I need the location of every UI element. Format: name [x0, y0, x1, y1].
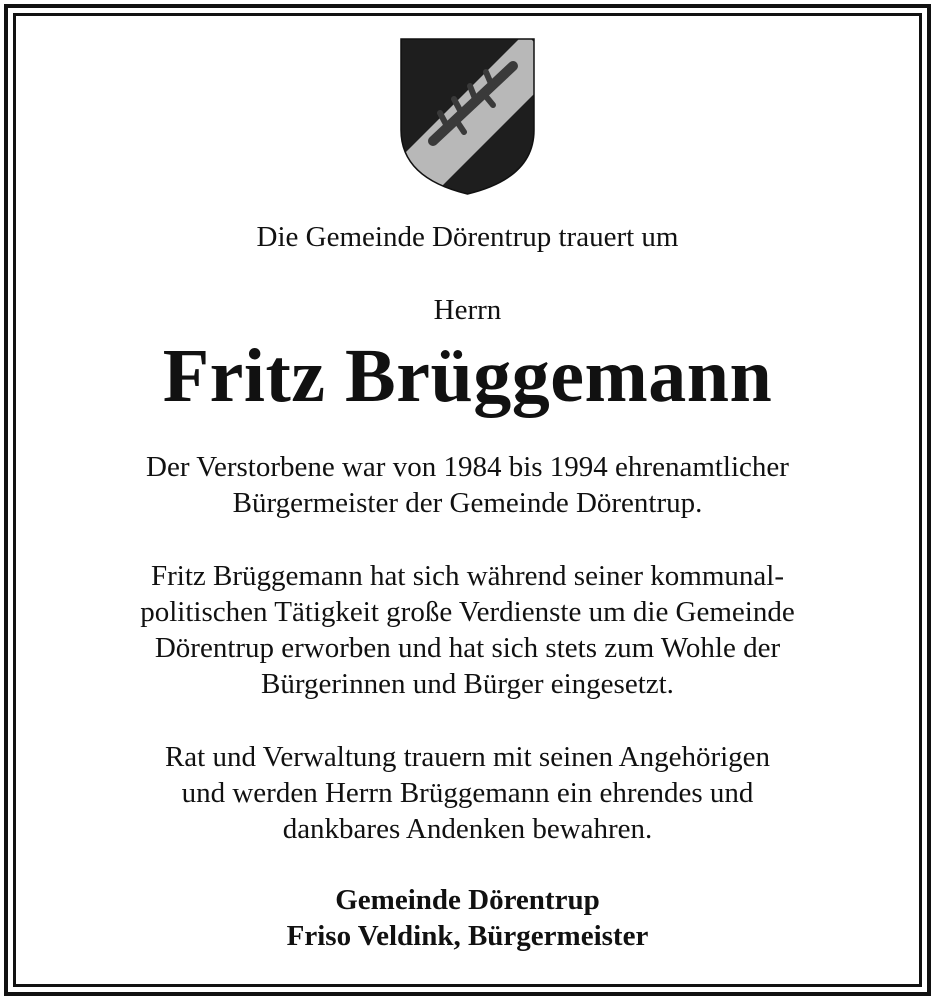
paragraph-2-line: Fritz Brüggemann hat sich während seiner kommunal- — [150, 560, 784, 592]
municipal-coat-of-arms-icon — [400, 38, 535, 195]
paragraph-1-line: Bürgermeister der Gemeinde Dörentrup. — [232, 487, 703, 519]
paragraph-2-line: politischen Tätigkeit große Verdienste um die Gemeinde — [140, 596, 795, 628]
paragraph-3-line: Rat und Verwaltung trauern mit seinen Angehörigen — [164, 741, 771, 773]
paragraph-2-line: Bürgerinnen und Bürger eingesetzt. — [261, 668, 674, 700]
paragraph-3-line: dankbares Andenken bewahren. — [282, 813, 653, 845]
paragraph-2-line: Dörentrup erworben und hat sich stets zum Wohle der — [154, 632, 781, 664]
deceased-name: Fritz Brüggemann — [162, 334, 773, 418]
signature-mayor: Friso Veldink, Bürgermeister — [286, 920, 649, 952]
signature-municipality: Gemeinde Dörentrup — [335, 884, 600, 916]
paragraph-1-line: Der Verstorbene war von 1984 bis 1994 ehrenamtlicher — [146, 451, 789, 483]
salutation: Herrn — [433, 294, 502, 326]
intro-text: Die Gemeinde Dörentrup trauert um — [256, 221, 679, 253]
paragraph-3-line: und werden Herrn Brüggemann ein ehrendes und — [181, 777, 754, 809]
